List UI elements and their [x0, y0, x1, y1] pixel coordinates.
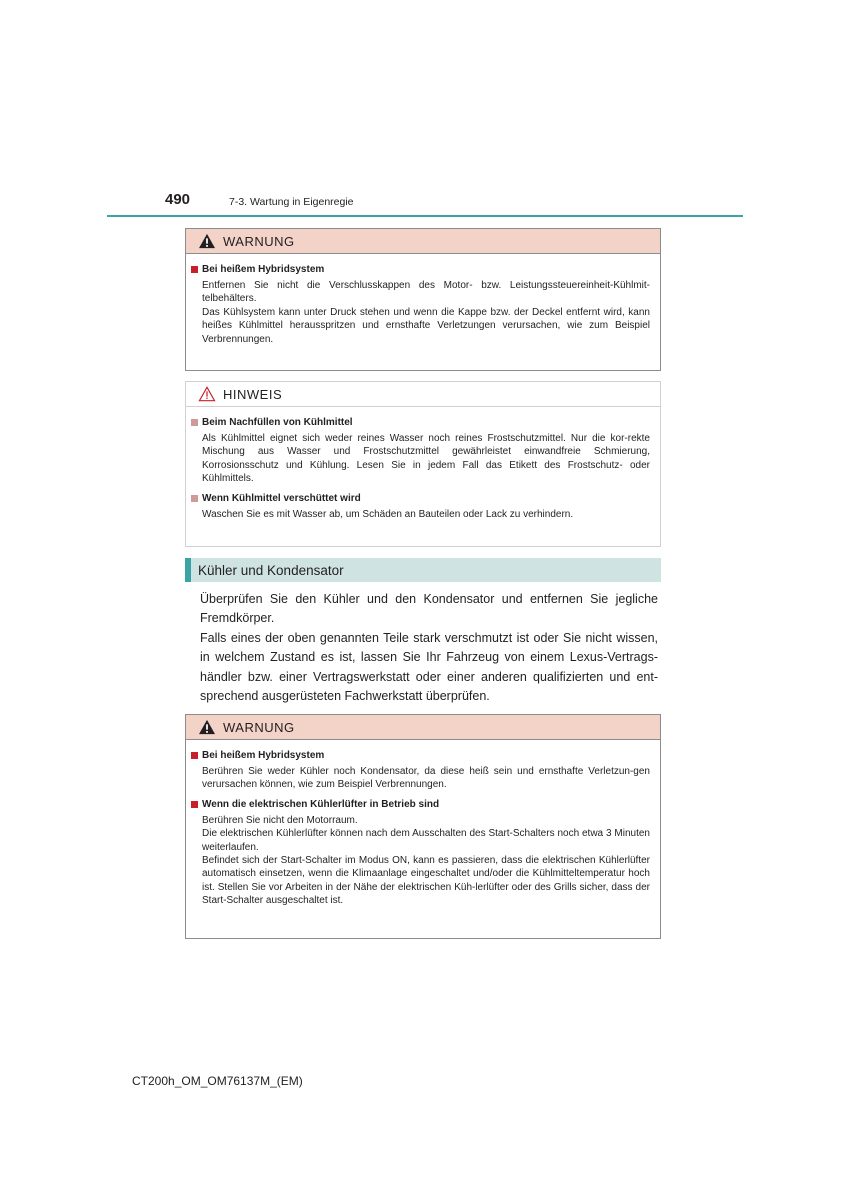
- item-heading: [191, 416, 650, 429]
- item-text: [191, 508, 650, 521]
- item-line: Berühren Sie weder Kühler noch Kondensator, da diese heiß sein und ernsthafte Verletzun-gen verursachen können, wie zum Beispiel Verbrennungen.: [202, 766, 650, 791]
- item-line: Entfernen Sie nicht die Verschlusskappen des Motor- bzw. Leistungssteuereinheit-Kühlmit-telbehälters.: [202, 280, 650, 305]
- body-paragraph: Überprüfen Sie den Kühler und den Kondensator und entfernen Sie jegliche Fremdkörper.: [200, 592, 658, 626]
- square-bullet-icon: [191, 495, 198, 502]
- item-line: Befindet sich der Start-Schalter im Modus ON, kann es passieren, dass die elektrischen Kühlerlüfter automatisch einsetzen, wenn die Klimaanlage eingeschaltet und/oder die Kühlmitteltemperatur hoch ist. Stellen Sie vor Arbeiten in der Nähe der elektrischen Küh-lerlüfter oder des Grills sicher, dass der Start-Schalter ausgeschaltet ist.: [202, 855, 650, 907]
- item-line: Das Kühlsystem kann unter Druck stehen und wenn die Kappe bzw. der Deckel entfernt wird, kann heißes Kühlmittel herausspritzen und ernsthafte Verletzungen verursachen, wie zum Beispiel Verbrennungen.: [202, 306, 650, 345]
- item-line: Die elektrischen Kühlerlüfter können nach dem Ausschalten des Start-Schalters noch etwa 3 Minuten weiterlaufen.: [202, 828, 650, 853]
- item-text: [191, 814, 650, 908]
- header-rule: [107, 215, 743, 217]
- warning-triangle-icon: [198, 233, 216, 249]
- item-line: Waschen Sie es mit Wasser ab, um Schäden an Bauteilen oder Lack zu verhindern.: [202, 508, 574, 520]
- notice-header: [186, 382, 660, 407]
- warning-box: [185, 228, 661, 371]
- warning-triangle-icon: [198, 719, 216, 735]
- item-heading-text: Wenn Kühlmittel verschüttet wird: [202, 492, 361, 504]
- footer-code: CT200h_OM_OM76137M_(EM): [132, 1074, 303, 1088]
- item-heading-text: Bei heißem Hybridsystem: [202, 264, 325, 275]
- warning-body: [186, 254, 660, 356]
- item-heading-text: Beim Nachfüllen von Kühlmittel: [202, 417, 353, 428]
- item-heading-text: Bei heißem Hybridsystem: [202, 750, 325, 761]
- warning-box: [185, 714, 661, 939]
- item-heading-text: Wenn die elektrischen Kühlerlüfter in Betrieb sind: [202, 798, 440, 810]
- warning-header: [186, 715, 660, 740]
- warning-title: WARNUNG: [223, 719, 295, 735]
- section-heading-text: Kühler und Kondensator: [198, 562, 344, 578]
- page-number: 490: [165, 191, 191, 208]
- item-text: [191, 432, 650, 486]
- item-heading: [191, 263, 650, 276]
- square-bullet-icon: [191, 752, 198, 759]
- body-paragraph: Falls eines der oben genannten Teile stark verschmutzt ist oder Sie nicht wissen, in welchem Zustand es ist, lassen Sie Ihr Fahrzeug von einem Lexus-Vertrags-händler bzw. einer Vertragswerkstatt oder einer anderen qualifizierten und ent-sprechend ausgerüsteten Fachwerkstatt überprüfen.: [200, 630, 658, 704]
- warning-title: WARNUNG: [223, 233, 295, 249]
- item-heading: [191, 798, 650, 811]
- item-heading: [191, 492, 650, 505]
- square-bullet-icon: [191, 419, 198, 426]
- section-heading: [185, 558, 661, 582]
- item-text: [191, 279, 650, 346]
- item-line: Als Kühlmittel eignet sich weder reines Wasser noch reines Frostschutzmittel. Nur die kor-rekte Mischung aus Wasser und Frostschutzmittel gewährleistet einwandfreie Schmierung, Korrosionsschutz und Kühlung. Lesen Sie in jedem Fall das Etikett des Frostschutz- oder Kühlmittels.: [202, 433, 650, 485]
- item-heading: [191, 749, 650, 762]
- item-line: Berühren Sie nicht den Motorraum.: [202, 814, 358, 826]
- section-body: [200, 590, 658, 706]
- item-text: [191, 765, 650, 792]
- square-bullet-icon: [191, 801, 198, 808]
- warning-body: [186, 740, 660, 918]
- notice-title: HINWEIS: [223, 386, 283, 402]
- notice-box: [185, 381, 661, 547]
- notice-body: [186, 407, 660, 531]
- section-reference: 7-3. Wartung in Eigenregie: [229, 196, 354, 208]
- caution-triangle-icon: [198, 386, 216, 402]
- warning-header: [186, 229, 660, 254]
- square-bullet-icon: [191, 266, 198, 273]
